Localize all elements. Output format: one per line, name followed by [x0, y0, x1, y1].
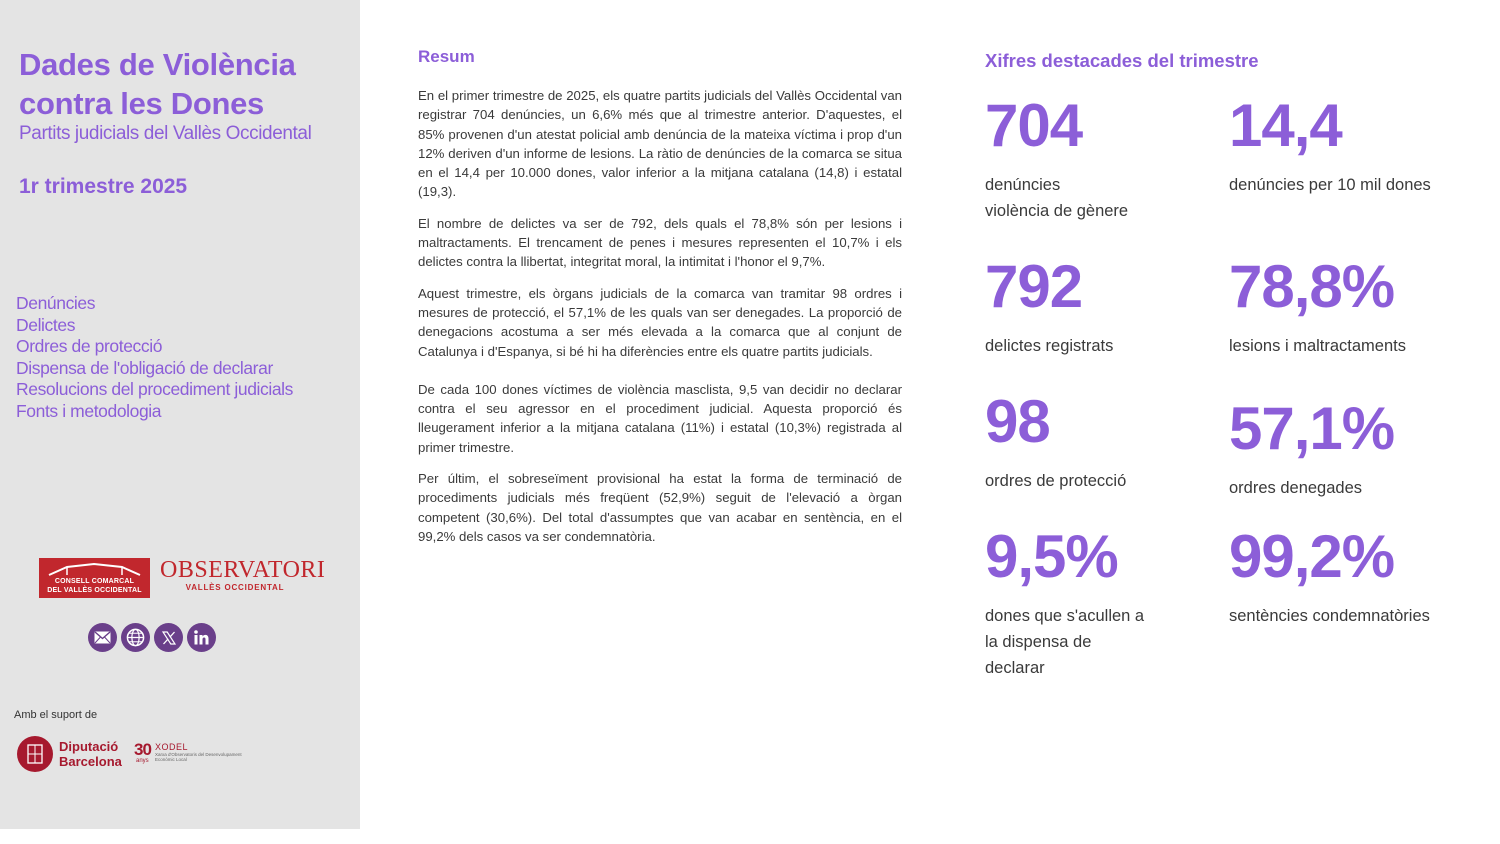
stat-label-line: ordres de protecció [985, 472, 1127, 490]
observatori-logo [160, 557, 326, 597]
summary-paragraph: El nombre de delictes va ser de 792, dels quals el 78,8% són per lesions i maltractaments. El trencament de penes i mesures representen el 10,7% i els delictes contra la llibertat, integritat moral, la intimitat i l'honor el 9,7%. [418, 215, 902, 270]
nav-item-resolucions[interactable]: Resolucions del procediment judicials [16, 379, 294, 400]
logo-cc-line1: CONSELL COMARCAL [54, 578, 135, 585]
stat-denegades [1229, 397, 1394, 501]
dipu-line1: Diputació [59, 739, 119, 754]
logo-obs-sub: VALLÈS OCCIDENTAL [185, 583, 285, 592]
stat-label [1229, 603, 1430, 629]
stat-sentencies [1229, 525, 1430, 629]
nav-item-delictes[interactable]: Delictes [16, 314, 76, 335]
web-icon[interactable] [121, 623, 150, 652]
diputacio-logo [17, 735, 137, 773]
linkedin-icon[interactable] [187, 623, 216, 652]
dipu-line2: Barcelona [59, 754, 122, 769]
stat-label-line: dones que s'acullen a [985, 607, 1145, 625]
stat-label-line: ordres denegades [1229, 479, 1363, 497]
stat-label-line: sentències condemnatòries [1229, 607, 1430, 625]
mail-icon[interactable] [88, 623, 117, 652]
period-label: 1r trimestre 2025 [19, 175, 188, 198]
sidebar-nav [16, 293, 293, 423]
page-title: Dades de Violència contra les Dones [19, 47, 296, 121]
stat-label [1229, 172, 1431, 198]
stat-ratio [1229, 94, 1431, 198]
stat-label [985, 468, 1126, 494]
xodel-number: 30 [134, 740, 151, 759]
stat-label [1229, 333, 1406, 359]
support-label: Amb el suport de [14, 709, 98, 721]
stat-denuncies [985, 94, 1128, 224]
stat-label [1229, 475, 1394, 501]
stat-label-line: delictes registrats [985, 337, 1114, 355]
page-subtitle: Partits judicials del Vallès Occidental [19, 123, 312, 144]
stat-value: 99,2% [1229, 523, 1395, 590]
nav-item-denuncies[interactable]: Denúncies [16, 293, 96, 313]
stat-value: 57,1% [1229, 395, 1395, 462]
summary-heading: Resum [418, 47, 475, 66]
stat-value: 98 [985, 388, 1050, 455]
stat-label-line: la dispensa de [985, 633, 1092, 651]
summary-text [418, 86, 902, 558]
highlights-heading: Xifres destacades del trimestre [985, 50, 1259, 71]
stat-label [985, 333, 1113, 359]
stat-dispensa [985, 525, 1144, 681]
stat-label-line: denúncies per 10 mil dones [1229, 176, 1431, 194]
x-icon[interactable] [154, 623, 183, 652]
stat-delictes [985, 255, 1113, 359]
stat-lesions [1229, 255, 1406, 359]
stat-value: 9,5% [985, 523, 1118, 590]
stat-value: 14,4 [1229, 92, 1342, 159]
roof-icon [47, 563, 142, 577]
social-links [88, 623, 216, 652]
nav-item-ordres[interactable]: Ordres de protecció [16, 336, 163, 357]
summary-paragraph: Aquest trimestre, els òrgans judicials de la comarca van tramitar 98 ordres i mesures de protecció, el 57,1% de les quals van ser denegades. La proporció de denegacions acostuma a ser més elevada a la comarca que al conjunt de Catalunya i d'Espanya, si bé hi ha diferències entre els quatre partits judicials. [418, 285, 902, 359]
xodel-anys: anys [136, 758, 149, 764]
stat-value: 704 [985, 92, 1083, 159]
stat-label-line: lesions i maltractaments [1229, 337, 1406, 355]
stat-label [985, 172, 1128, 224]
sidebar [0, 0, 360, 829]
logo-obs-name: OBSERVATORI [160, 557, 326, 583]
stat-value: 792 [985, 253, 1083, 320]
stat-label-line: declarar [985, 659, 1045, 677]
logo-cc-line2: DEL VALLÈS OCCIDENTAL [47, 587, 142, 594]
xodel-name: XODEL [155, 742, 189, 752]
summary-paragraph: De cada 100 dones víctimes de violència masclista, 9,5 van decidir no declarar contra el seu agressor en el procediment judicial. Aquesta proporció és lleugerament inferior a la mitjana catalana (11%) i estatal (10,3%) registrada al primer trimestre. [418, 381, 902, 455]
diputacio-seal-icon [17, 736, 53, 772]
stat-ordres [985, 390, 1126, 494]
xodel-logo [134, 741, 244, 767]
consell-comarcal-logo [39, 558, 150, 598]
stat-label-line: denúncies [985, 176, 1061, 194]
summary-paragraph: En el primer trimestre de 2025, els quatre partits judicials del Vallès Occidental van registrar 704 denúncies, un 6,6% més que al trimestre anterior. D'aquestes, el 85% provenen d'un atestat policial amb denúncia de la mateixa víctima i prop d'un 12% deriven d'un informe de lesions. La ràtio de denúncies de la comarca se situa en el 14,4 per 10.000 dones, valor inferior a la mitjana catalana (14,8) i estatal (19,3). [418, 88, 902, 200]
nav-item-fonts[interactable]: Fonts i metodologia [16, 400, 162, 421]
stat-label [985, 603, 1144, 681]
xodel-description: Xarxa d'Observatoris del Desenvolupament Econòmic Local [155, 752, 242, 762]
nav-item-dispensa[interactable]: Dispensa de l'obligació de declarar [16, 357, 273, 378]
stat-value: 78,8% [1229, 253, 1395, 320]
summary-paragraph: Per últim, el sobreseïment provisional ha estat la forma de terminació de procediments judicials més freqüent (52,9%) seguit de l'elevació a òrgan competent (30,6%). Del total d'assumptes que van acabar en sentència, en el 99,2% dels casos va ser condemnatòria. [418, 471, 902, 544]
stat-label-line: violència de gènere [985, 202, 1129, 220]
